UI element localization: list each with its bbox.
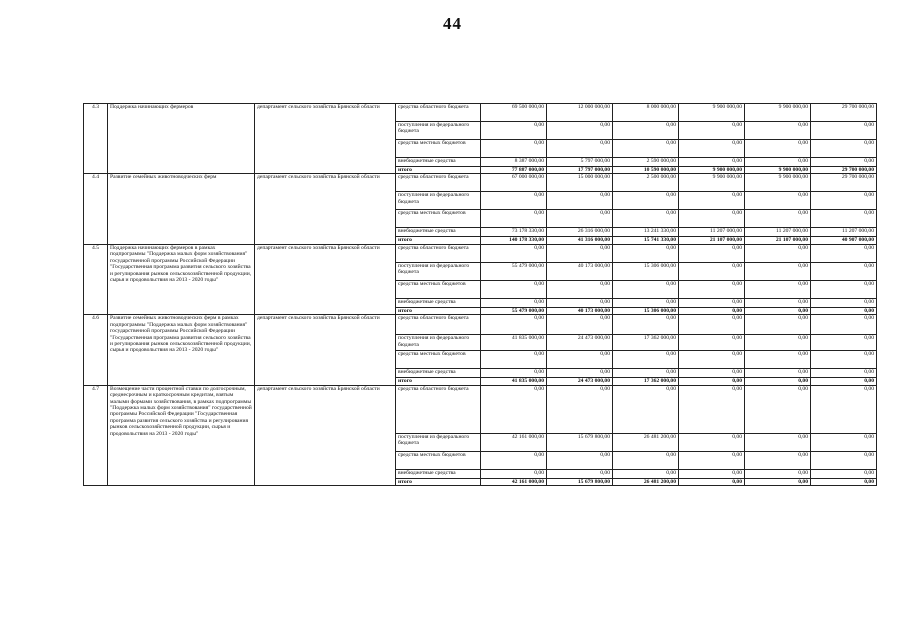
amount-cell: 0,00	[679, 385, 745, 433]
amount-cell: 0,00	[811, 315, 877, 335]
amount-cell: 15 679 800,00	[547, 433, 613, 451]
funding-source: средства областного бюджета	[396, 104, 481, 122]
amount-cell: 0,00	[481, 469, 547, 478]
budget-table	[83, 103, 877, 486]
amount-cell: 0,00	[481, 298, 547, 307]
amount-cell: 0,00	[745, 122, 811, 140]
amount-cell: 0,00	[613, 244, 679, 262]
amount-cell: 0,00	[745, 378, 811, 385]
amount-cell: 0,00	[811, 140, 877, 158]
row-number: 4.3	[84, 104, 108, 174]
amount-cell: 0,00	[481, 140, 547, 158]
amount-cell: 0,00	[811, 298, 877, 307]
amount-cell: 0,00	[481, 210, 547, 228]
funding-source: внебюджетные средства	[396, 228, 481, 237]
executor-name: департамент сельского хозяйства Брянской области	[255, 104, 396, 174]
amount-cell: 0,00	[481, 315, 547, 335]
funding-source: поступления из федерального бюджета	[396, 433, 481, 451]
amount-cell: 0,00	[679, 469, 745, 478]
amount-cell: 26 316 000,00	[547, 228, 613, 237]
funding-source: средства областного бюджета	[396, 244, 481, 262]
amount-cell: 0,00	[745, 192, 811, 210]
amount-cell: 0,00	[613, 351, 679, 369]
measure-name: Поддержка начинающих фермеров в рамках подпрограммы "Поддержка малых форм хозяйствования" государственной программы Российской Федерации "Государственная программа развития сельского хозяйства и регулирования рынков сельскохозяйственной продукции, сырья и продовольствия на 2013 - 2020 годы"	[108, 244, 255, 314]
amount-cell: 41 835 000,00	[481, 335, 547, 351]
amount-cell: 40 173 000,00	[547, 262, 613, 280]
amount-cell: 0,00	[745, 244, 811, 262]
amount-cell: 9 900 000,00	[679, 104, 745, 122]
funding-source: итого	[396, 478, 481, 485]
amount-cell: 0,00	[811, 478, 877, 485]
amount-cell: 0,00	[481, 122, 547, 140]
amount-cell: 41 316 000,00	[547, 237, 613, 244]
amount-cell: 0,00	[613, 192, 679, 210]
amount-cell: 0,00	[811, 351, 877, 369]
amount-cell: 0,00	[613, 280, 679, 298]
amount-cell: 21 107 000,00	[745, 237, 811, 244]
amount-cell: 0,00	[811, 451, 877, 469]
amount-cell: 0,00	[547, 451, 613, 469]
funding-source: поступления из федерального бюджета	[396, 262, 481, 280]
row-number: 4.4	[84, 174, 108, 244]
funding-source: средства местных бюджетов	[396, 351, 481, 369]
amount-cell: 0,00	[811, 469, 877, 478]
amount-cell: 0,00	[679, 335, 745, 351]
funding-source: средства областного бюджета	[396, 385, 481, 433]
table-row	[84, 244, 877, 262]
amount-cell: 5 797 000,00	[547, 158, 613, 167]
amount-cell: 9 900 000,00	[745, 167, 811, 174]
amount-cell: 0,00	[745, 351, 811, 369]
funding-source: итого	[396, 167, 481, 174]
amount-cell: 0,00	[679, 369, 745, 378]
funding-source: средства местных бюджетов	[396, 451, 481, 469]
amount-cell: 0,00	[679, 192, 745, 210]
amount-cell: 0,00	[481, 192, 547, 210]
measure-name: Развитие семейных животноводческих ферм в рамках подпрограммы "Поддержка малых форм хозяйствования" государственной программы Российской Федерации "Государственная программа развития сельского хозяйства и регулирования рынков сельскохозяйственной продукции, сырья и продовольствия на 2013 - 2020 годы"	[108, 315, 255, 385]
page-number: 44	[443, 14, 462, 33]
amount-cell: 41 835 000,00	[481, 378, 547, 385]
amount-cell: 0,00	[811, 244, 877, 262]
amount-cell: 13 241 330,00	[613, 228, 679, 237]
amount-cell: 15 679 800,00	[547, 478, 613, 485]
amount-cell: 0,00	[481, 244, 547, 262]
amount-cell: 0,00	[811, 210, 877, 228]
amount-cell: 21 107 000,00	[679, 237, 745, 244]
amount-cell: 15 306 000,00	[613, 262, 679, 280]
amount-cell: 0,00	[679, 210, 745, 228]
amount-cell: 77 887 000,00	[481, 167, 547, 174]
amount-cell: 0,00	[679, 244, 745, 262]
amount-cell: 0,00	[547, 315, 613, 335]
amount-cell: 0,00	[745, 307, 811, 314]
funding-source: поступления из федерального бюджета	[396, 335, 481, 351]
amount-cell: 0,00	[547, 140, 613, 158]
amount-cell: 10 590 000,00	[613, 167, 679, 174]
amount-cell: 0,00	[679, 122, 745, 140]
amount-cell: 0,00	[481, 369, 547, 378]
amount-cell: 0,00	[613, 451, 679, 469]
amount-cell: 0,00	[811, 280, 877, 298]
amount-cell: 0,00	[679, 378, 745, 385]
amount-cell: 8 387 000,00	[481, 158, 547, 167]
funding-source: средства местных бюджетов	[396, 280, 481, 298]
amount-cell: 0,00	[811, 307, 877, 314]
measure-name: Поддержка начинающих фермеров	[108, 104, 255, 174]
amount-cell: 67 000 000,00	[481, 174, 547, 192]
amount-cell: 0,00	[613, 315, 679, 335]
amount-cell: 0,00	[811, 192, 877, 210]
amount-cell: 0,00	[745, 433, 811, 451]
amount-cell: 0,00	[613, 298, 679, 307]
amount-cell: 0,00	[481, 385, 547, 433]
amount-cell: 0,00	[745, 385, 811, 433]
funding-source: итого	[396, 378, 481, 385]
amount-cell: 0,00	[679, 158, 745, 167]
amount-cell: 140 178 330,00	[481, 237, 547, 244]
amount-cell: 29 700 000,00	[811, 167, 877, 174]
table-row	[84, 315, 877, 335]
amount-cell: 15 741 330,00	[613, 237, 679, 244]
row-number: 4.5	[84, 244, 108, 314]
amount-cell: 0,00	[679, 351, 745, 369]
amount-cell: 0,00	[679, 262, 745, 280]
amount-cell: 69 500 000,00	[481, 104, 547, 122]
amount-cell: 26 481 200,00	[613, 433, 679, 451]
table-row	[84, 104, 877, 122]
amount-cell: 24 473 000,00	[547, 335, 613, 351]
amount-cell: 0,00	[811, 433, 877, 451]
amount-cell: 55 479 000,00	[481, 262, 547, 280]
amount-cell: 11 207 000,00	[679, 228, 745, 237]
amount-cell: 0,00	[745, 451, 811, 469]
funding-source: поступления из федерального бюджета	[396, 122, 481, 140]
amount-cell: 42 161 000,00	[481, 478, 547, 485]
amount-cell: 12 000 000,00	[547, 104, 613, 122]
amount-cell: 0,00	[745, 469, 811, 478]
measure-name: Возмещение части процентной ставки по долгосрочным, среднесрочным и краткосрочным кредитам, взятым малыми формами хозяйствования, в рамках подпрограммы "Поддержка малых форм хозяйствования" государственной программы Российской Федерации "Государственная программа развития сельского хозяйства и регулирования рынков сельскохозяйственной продукции, сырья и продовольствия на 2013 - 2020 годы"	[108, 385, 255, 485]
amount-cell: 0,00	[613, 210, 679, 228]
amount-cell: 0,00	[745, 315, 811, 335]
amount-cell: 0,00	[547, 469, 613, 478]
amount-cell: 2 500 000,00	[613, 174, 679, 192]
amount-cell: 26 481 200,00	[613, 478, 679, 485]
amount-cell: 2 590 000,00	[613, 158, 679, 167]
amount-cell: 0,00	[679, 478, 745, 485]
amount-cell: 73 178 330,00	[481, 228, 547, 237]
amount-cell: 42 161 000,00	[481, 433, 547, 451]
amount-cell: 17 362 000,00	[613, 378, 679, 385]
amount-cell: 0,00	[811, 369, 877, 378]
amount-cell: 0,00	[811, 335, 877, 351]
amount-cell: 0,00	[613, 122, 679, 140]
funding-source: средства областного бюджета	[396, 174, 481, 192]
amount-cell: 0,00	[745, 478, 811, 485]
executor-name: департамент сельского хозяйства Брянской области	[255, 385, 396, 485]
measure-name: Развитие семейных животноводческих ферм	[108, 174, 255, 244]
amount-cell: 29 700 000,00	[811, 174, 877, 192]
amount-cell: 0,00	[679, 307, 745, 314]
amount-cell: 0,00	[679, 140, 745, 158]
amount-cell: 0,00	[481, 280, 547, 298]
table-row	[84, 385, 877, 433]
amount-cell: 15 306 000,00	[613, 307, 679, 314]
funding-source: итого	[396, 307, 481, 314]
amount-cell: 0,00	[745, 335, 811, 351]
amount-cell: 0,00	[679, 315, 745, 335]
amount-cell: 0,00	[547, 280, 613, 298]
amount-cell: 0,00	[745, 280, 811, 298]
amount-cell: 9 900 000,00	[745, 104, 811, 122]
amount-cell: 0,00	[745, 158, 811, 167]
amount-cell: 15 000 000,00	[547, 174, 613, 192]
amount-cell: 0,00	[811, 122, 877, 140]
funding-source: средства местных бюджетов	[396, 140, 481, 158]
amount-cell: 0,00	[547, 369, 613, 378]
executor-name: департамент сельского хозяйства Брянской области	[255, 174, 396, 244]
funding-source: внебюджетные средства	[396, 298, 481, 307]
amount-cell: 0,00	[679, 451, 745, 469]
amount-cell: 0,00	[811, 262, 877, 280]
funding-source: средства областного бюджета	[396, 315, 481, 335]
amount-cell: 0,00	[613, 469, 679, 478]
amount-cell: 0,00	[547, 122, 613, 140]
amount-cell: 0,00	[745, 140, 811, 158]
table-row	[84, 174, 877, 192]
executor-name: департамент сельского хозяйства Брянской области	[255, 315, 396, 385]
amount-cell: 0,00	[547, 192, 613, 210]
amount-cell: 29 700 000,00	[811, 104, 877, 122]
funding-source: итого	[396, 237, 481, 244]
amount-cell: 40 907 000,00	[811, 237, 877, 244]
amount-cell: 0,00	[547, 210, 613, 228]
amount-cell: 0,00	[613, 140, 679, 158]
amount-cell: 11 207 000,00	[745, 228, 811, 237]
amount-cell: 0,00	[613, 385, 679, 433]
amount-cell: 11 207 000,00	[811, 228, 877, 237]
funding-source: внебюджетные средства	[396, 158, 481, 167]
amount-cell: 0,00	[745, 210, 811, 228]
funding-source: поступления из федерального бюджета	[396, 192, 481, 210]
amount-cell: 0,00	[811, 385, 877, 433]
amount-cell: 0,00	[547, 298, 613, 307]
amount-cell: 55 479 000,00	[481, 307, 547, 314]
funding-source: внебюджетные средства	[396, 469, 481, 478]
amount-cell: 0,00	[679, 298, 745, 307]
amount-cell: 0,00	[745, 262, 811, 280]
funding-source: внебюджетные средства	[396, 369, 481, 378]
amount-cell: 0,00	[613, 369, 679, 378]
amount-cell: 0,00	[547, 244, 613, 262]
amount-cell: 0,00	[745, 369, 811, 378]
amount-cell: 40 173 000,00	[547, 307, 613, 314]
amount-cell: 9 900 000,00	[679, 167, 745, 174]
amount-cell: 0,00	[547, 351, 613, 369]
amount-cell: 17 362 000,00	[613, 335, 679, 351]
row-number: 4.6	[84, 315, 108, 385]
row-number: 4.7	[84, 385, 108, 485]
amount-cell: 9 900 000,00	[745, 174, 811, 192]
amount-cell: 0,00	[679, 280, 745, 298]
amount-cell: 24 473 000,00	[547, 378, 613, 385]
amount-cell: 0,00	[547, 385, 613, 433]
amount-cell: 8 000 000,00	[613, 104, 679, 122]
amount-cell: 17 797 000,00	[547, 167, 613, 174]
amount-cell: 0,00	[745, 298, 811, 307]
amount-cell: 0,00	[811, 378, 877, 385]
amount-cell: 9 900 000,00	[679, 174, 745, 192]
amount-cell: 0,00	[481, 451, 547, 469]
amount-cell: 0,00	[811, 158, 877, 167]
amount-cell: 0,00	[481, 351, 547, 369]
funding-source: средства местных бюджетов	[396, 210, 481, 228]
executor-name: департамент сельского хозяйства Брянской области	[255, 244, 396, 314]
amount-cell: 0,00	[679, 433, 745, 451]
